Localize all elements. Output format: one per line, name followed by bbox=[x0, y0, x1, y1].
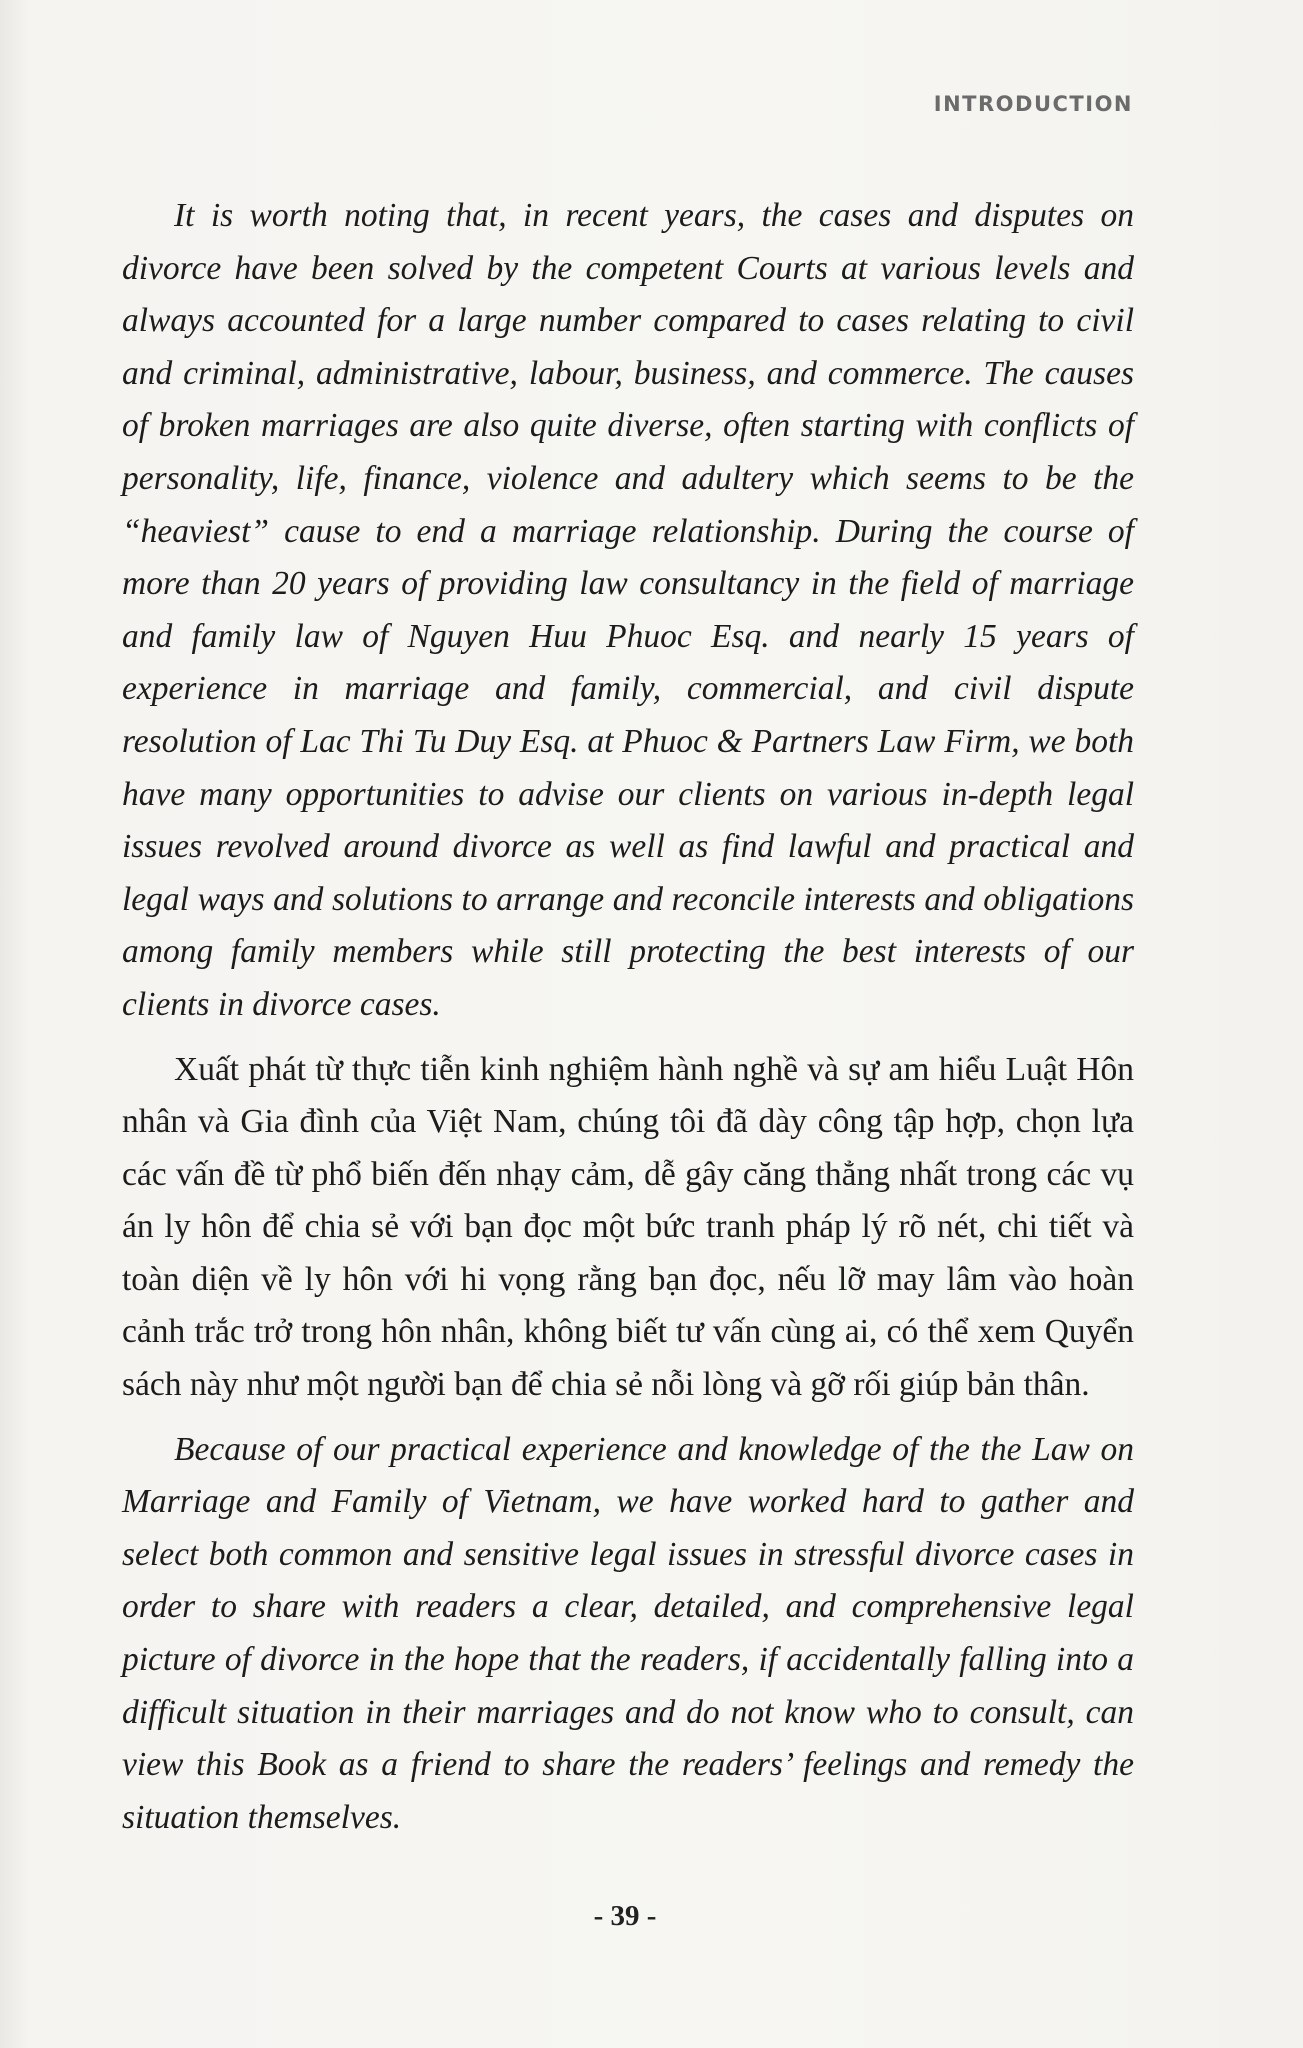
paragraph-english-translation: Because of our practical experience and knowledge of the the Law on Marriage and Family of Vietnam, we have worked hard to gather and select both common and sensitive legal issues in stressful divorce cases in order to share with readers a clear, detailed, and comprehensive legal picture of divorce in the hope that the readers, if accidentally falling into a difficult situation in their marriages and do not know who to consult, can view this Book as a friend to share the readers’ feelings and remedy the situation themselves. bbox=[122, 1430, 1134, 1836]
page-number: - 39 - bbox=[593, 1900, 657, 1932]
running-header: INTRODUCTION bbox=[933, 92, 1133, 116]
paragraph-english-intro: It is worth noting that, in recent years, the cases and disputes on divorce have been solved by the competent Courts at various levels and always accounted for a large number compared to cases relating to civil and criminal, administrative, labour, business, and commerce. The causes of broken marriages are also quite diverse, often starting with conflicts of personality, life, finance, violence and adultery which seems to be the “heaviest” cause to end a marriage relationship. During the course of more than 20 years of providing law consultancy in the field of marriage and family law of Nguyen Huu Phuoc Esq. and nearly 15 years of experience in marriage and family, commercial, and civil dispute resolution of Lac Thi Tu Duy Esq. at Phuoc & Partners Law Firm, we both have many opportunities to advise our clients on various in-depth legal issues revolved around divorce as well as find lawful and practical and legal ways and solutions to arrange and reconcile interests and obligations among family members while still protecting the best interests of our clients in divorce cases. bbox=[122, 197, 1134, 1023]
page-body bbox=[122, 190, 1134, 1844]
paragraph-vietnamese: Xuất phát từ thực tiễn kinh nghiệm hành nghề và sự am hiểu Luật Hôn nhân và Gia đình của Việt Nam, chúng tôi đã dày công tập hợp, chọn lựa các vấn đề từ phổ biến đến nhạy cảm, dễ gây căng thẳng nhất trong các vụ án ly hôn để chia sẻ với bạn đọc một bức tranh pháp lý rõ nét, chi tiết và toàn diện về ly hôn với hi vọng rằng bạn đọc, nếu lỡ may lâm vào hoàn cảnh trắc trở trong hôn nhân, không biết tư vấn cùng ai, có thể xem Quyển sách này như một người bạn để chia sẻ nỗi lòng và gỡ rối giúp bản thân. bbox=[122, 1050, 1134, 1404]
